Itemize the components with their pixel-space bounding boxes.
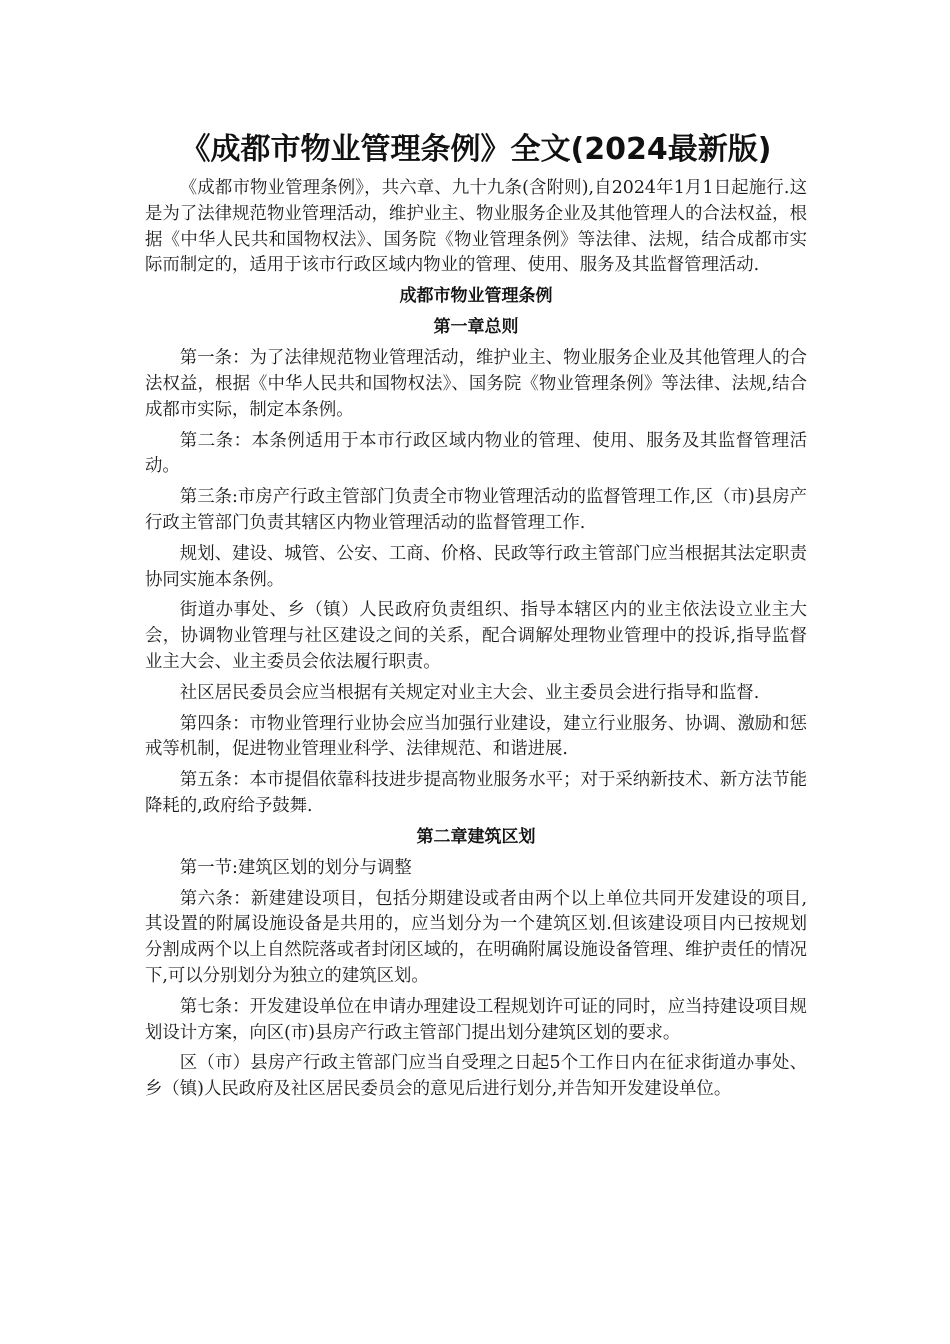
- article-4: 第四条：市物业管理行业协会应当加强行业建设，建立行业服务、协调、激励和惩戒等机制，促进物业管理业科学、法律规范、和谐进展.: [145, 713, 807, 760]
- article-3: 第三条:市房产行政主管部门负责全市物业管理活动的监督管理工作,区（市)县房产行政主管部门负责其辖区内物业管理活动的监督管理工作.: [145, 487, 807, 533]
- chapter-1-title: 第一章总则: [433, 317, 519, 338]
- article-3-clause-3: 街道办事处、乡（镇）人民政府负责组织、指导本辖区内的业主依法设立业主大会，协调物业管理与社区建设之间的关系，配合调解处理物业管理中的投诉,指导监督业主大会、业主委员会依法履行职责。: [145, 600, 807, 672]
- chapter-2-title: 第二章建筑区划: [416, 826, 536, 847]
- article-5: 第五条：本市提倡依靠科技进步提高物业服务水平；对于采纳新技术、新方法节能降耗的,政府给予鼓舞.: [145, 770, 807, 816]
- article-3-clause-2: 规划、建设、城管、公安、工商、价格、民政等行政主管部门应当根据其法定职责协同实施本条例。: [145, 543, 807, 590]
- article-7-clause-2: 区（市）县房产行政主管部门应当自受理之日起5个工作日内在征求街道办事处、乡（镇)人民政府及社区居民委员会的意见后进行划分,并告知开发建设单位。: [145, 1053, 807, 1100]
- document-body: [145, 128, 807, 1108]
- section-1-title: 第一节:建筑区划的划分与调整: [179, 857, 412, 878]
- intro-paragraph: 《成都市物业管理条例》，共六章、九十九条(含附则),自2024年1月1日起施行.这是为了法律规范物业管理活动，维护业主、物业服务企业及其他管理人的合法权益，根据《中华人民共和国物权法》、国务院《物业管理条例》等法律、法规，结合成都市实际而制定的，适用于该市行政区域内物业的管理、使用、服务及其监督管理活动.: [145, 178, 807, 276]
- regulation-title: 成都市物业管理条例: [399, 286, 553, 307]
- article-1: 第一条：为了法律规范物业管理活动，维护业主、物业服务企业及其他管理人的合法权益，根据《中华人民共和国物权法》、国务院《物业管理条例》等法律、法规,结合成都市实际，制定本条例。: [145, 348, 807, 420]
- article-7: 第七条：开发建设单位在申请办理建设工程规划许可证的同时，应当持建设项目规划设计方案，向区(市)县房产行政主管部门提出划分建筑区划的要求。: [145, 996, 807, 1043]
- article-3-clause-4: 社区居民委员会应当根据有关规定对业主大会、业主委员会进行指导和监督.: [179, 682, 760, 703]
- article-2: 第二条：本条例适用于本市行政区域内物业的管理、使用、服务及其监督管理活动。: [145, 430, 807, 477]
- article-6: 第六条：新建建设项目，包括分期建设或者由两个以上单位共同开发建设的项目,其设置的附属设施设备是共用的，应当划分为一个建筑区划.但该建设项目内已按规划分割成两个以上自然院落或者封闭区域的，在明确附属设施设备管理、维护责任的情况下,可以分别划分为独立的建筑区划。: [145, 888, 807, 986]
- document-title: 《成都市物业管理条例》全文(2024最新版): [180, 132, 772, 167]
